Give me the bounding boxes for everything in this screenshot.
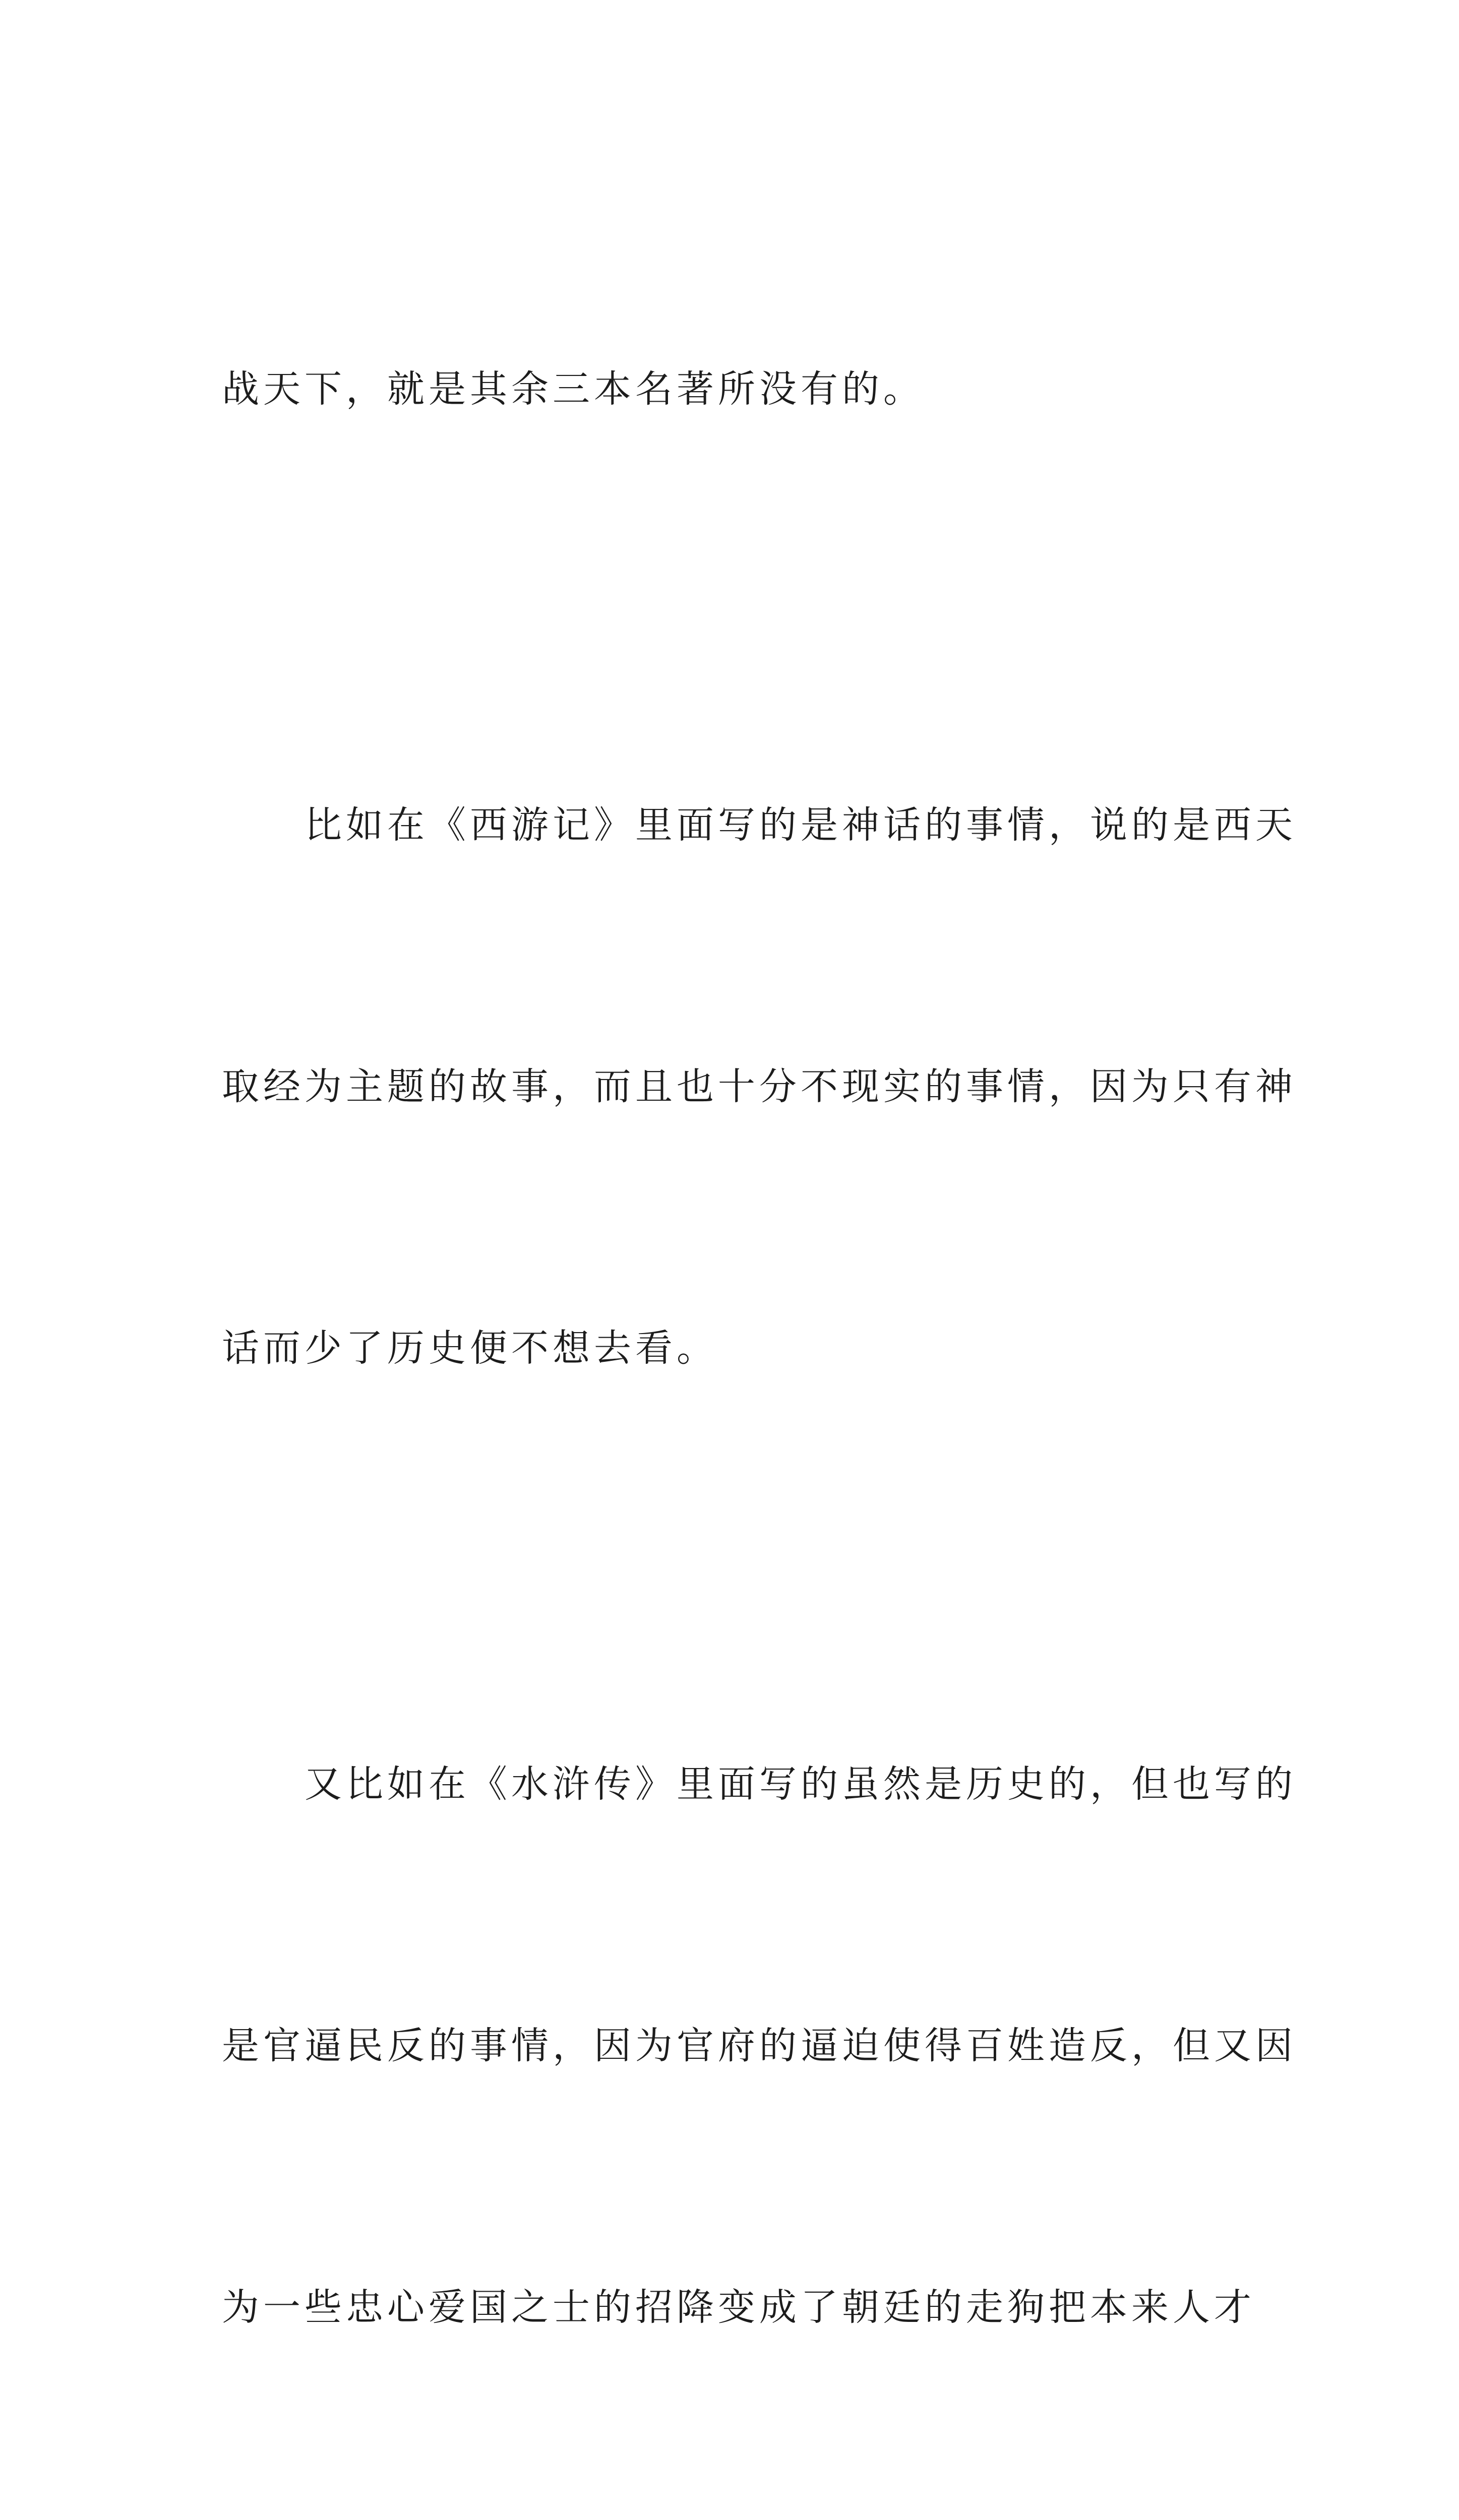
text-line: 比如在《西游记》里面写的是神话的事情，说的是西天 [222,803,1297,847]
paragraph [222,171,1255,607]
text-line: 取经为主题的故事，而且也十分不现实的事情，因为只有神 [222,1065,1297,1108]
body-text [222,171,1297,2520]
paragraph [222,607,1297,1566]
text-line: 为一些忠心爱国之士的招降变成了朝廷的走狗把本来人才 [222,2286,1255,2329]
paragraph [222,1566,1297,2520]
text-line: 话而少了历史便不想去看。 [222,1327,718,1370]
text-line: 是官逼民反的事情，因为官府的逼迫使得百姓造反，但又因 [222,2024,1297,2067]
text-line: 又比如在《水浒传》里面写的虽然是历史的，但也写的 [222,1762,1297,1806]
text-line: 战天下，就是其余三本名著所没有的。 [222,367,925,411]
